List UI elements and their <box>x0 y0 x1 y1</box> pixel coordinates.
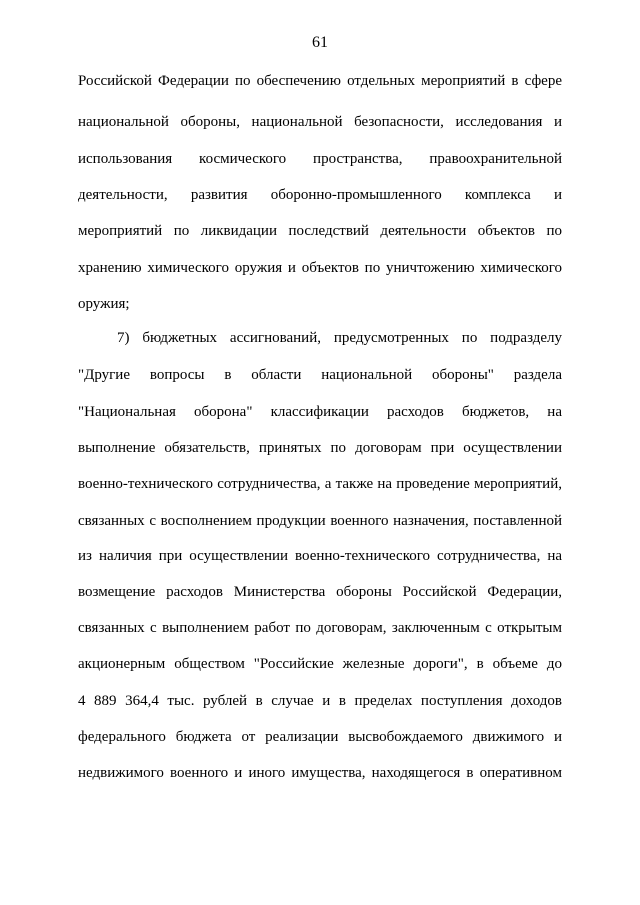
text-line: 7) бюджетных ассигнований, предусмотренных по подразделу <box>117 330 562 346</box>
text-line: "Национальная оборона" классификации расходов бюджетов, на <box>78 404 562 420</box>
text-line: выполнение обязательств, принятых по договорам при осуществлении <box>78 440 562 456</box>
text-line: военно-технического сотрудничества, а также на проведение мероприятий, <box>78 476 562 492</box>
text-line: недвижимого военного и иного имущества, находящегося в оперативном <box>78 765 562 781</box>
text-line: хранению химического оружия и объектов по уничтожению химического <box>78 260 562 276</box>
text-line: 4 889 364,4 тыс. рублей в случае и в пределах поступления доходов <box>78 693 562 709</box>
text-line: из наличия при осуществлении военно-технического сотрудничества, на <box>78 548 562 564</box>
text-line: использования космического пространства, правоохранительной <box>78 151 562 167</box>
text-line: связанных с восполнением продукции военного назначения, поставленной <box>78 513 562 529</box>
text-line: мероприятий по ликвидации последствий деятельности объектов по <box>78 223 562 239</box>
page-number: 61 <box>312 34 328 51</box>
text-line: Российской Федерации по обеспечению отдельных мероприятий в сфере <box>78 73 562 89</box>
text-line: деятельности, развития оборонно-промышленного комплекса и <box>78 187 562 203</box>
text-line: акционерным обществом "Российские железные дороги", в объеме до <box>78 656 562 672</box>
text-line: "Другие вопросы в области национальной обороны" раздела <box>78 367 562 383</box>
text-line: национальной обороны, национальной безопасности, исследования и <box>78 114 562 130</box>
text-line: связанных с выполнением работ по договорам, заключенным с открытым <box>78 620 562 636</box>
text-line: федерального бюджета от реализации высвобождаемого движимого и <box>78 729 562 745</box>
text-line: оружия; <box>78 296 130 312</box>
text-line: возмещение расходов Министерства обороны Российской Федерации, <box>78 584 562 600</box>
